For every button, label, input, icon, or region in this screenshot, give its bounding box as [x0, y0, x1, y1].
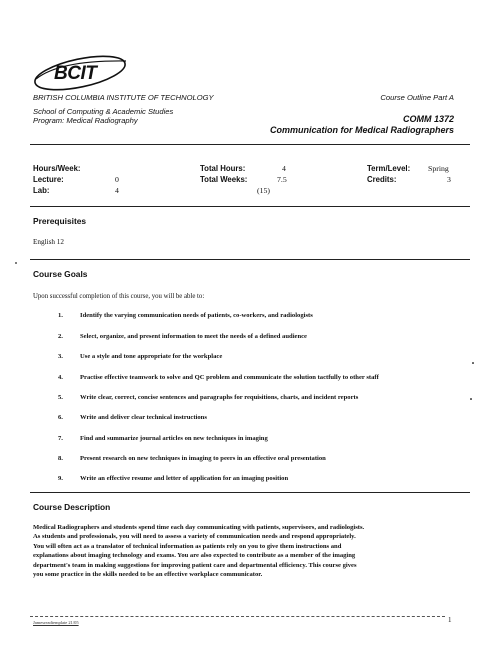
- lecture-label: Lecture:: [33, 175, 64, 184]
- goal-text: Practise effective teamwork to solve and QC problem and communicate the solution tactfully to other staff: [80, 374, 379, 381]
- goal-number: 2.: [58, 333, 63, 340]
- goal-item: [0, 333, 500, 345]
- lab-value: 4: [115, 186, 119, 195]
- description-title: Course Description: [33, 502, 111, 512]
- goal-number: 3.: [58, 353, 63, 360]
- prereq-divider: [30, 259, 470, 260]
- goal-item: [0, 312, 500, 324]
- goals-divider: [30, 492, 470, 493]
- bcit-logo: [30, 52, 138, 94]
- term-label: Term/Level:: [367, 164, 411, 173]
- goal-number: 5.: [58, 394, 63, 401]
- prerequisites-title: Prerequisites: [33, 216, 87, 226]
- goal-number: 1.: [58, 312, 63, 319]
- goal-number: 4.: [58, 374, 63, 381]
- lab-label: Lab:: [33, 186, 50, 195]
- hours-week-label: Hours/Week:: [33, 164, 81, 173]
- goal-number: 9.: [58, 475, 63, 482]
- bcit-logo-graphic: [30, 52, 138, 94]
- goal-text: Write and deliver clear technical instructions: [80, 414, 207, 421]
- goal-text: Use a style and tone appropriate for the workplace: [80, 353, 223, 360]
- goal-item: [0, 353, 500, 365]
- goal-item: [0, 455, 500, 467]
- credits-value: 3: [447, 175, 451, 184]
- goal-number: 6.: [58, 414, 63, 421]
- goal-text: Write clear, correct, concise sentences and paragraphs for requisitions, charts, and incident reports: [80, 394, 359, 401]
- total-weeks-value: 7.5: [277, 175, 287, 184]
- term-value: Spring: [428, 164, 449, 173]
- credits-label: Credits:: [367, 175, 397, 184]
- goal-item: [0, 374, 500, 386]
- goal-item: [0, 394, 500, 406]
- goal-text: Write an effective resume and letter of application for an imaging position: [80, 475, 289, 482]
- description-body: [33, 523, 458, 579]
- goal-number: 8.: [58, 455, 63, 462]
- lecture-value: 0: [115, 175, 119, 184]
- description-line: You will often act as a translator of technical information as patients rely on you to give them instructions and: [33, 542, 342, 550]
- description-line: explanations about imaging technology and exams. You are also expected to contribute as a member of the imaging: [33, 552, 356, 560]
- course-code: COMM 1372: [402, 114, 454, 124]
- course-title: Communication for Medical Radiographers: [269, 125, 454, 135]
- logo-text: BCIT: [54, 63, 97, 84]
- goal-text: Select, organize, and present information to meet the needs of a defined audience: [80, 333, 307, 340]
- goals-intro: Upon successful completion of this course, you will be able to:: [33, 293, 205, 300]
- goal-item: [0, 475, 500, 487]
- description-line: you some practice in the skills needed to be an effective workplace communicator.: [33, 571, 263, 579]
- header-divider: [30, 144, 470, 145]
- school-name: School of Computing & Academic Studies: [33, 107, 174, 116]
- footer-template-note: Jamesreadtemplate 21/05: [33, 620, 79, 625]
- goal-item: [0, 414, 500, 426]
- goal-number: 7.: [58, 435, 63, 442]
- total-weeks-label: Total Weeks:: [200, 175, 248, 184]
- prerequisites-text: English 12: [33, 238, 64, 246]
- footer-divider: [30, 616, 445, 617]
- total-weeks-extra: (15): [257, 186, 270, 195]
- page-number: 1: [448, 616, 452, 624]
- total-hours-label: Total Hours:: [200, 164, 246, 173]
- description-line: Medical Radiographers and students spend time each day communicating with patients, supervisors, and radiologists.: [33, 524, 365, 531]
- goals-title: Course Goals: [33, 269, 88, 279]
- goal-text: Identify the varying communication needs of patients, co-workers, and radiologists: [80, 312, 313, 319]
- scan-speck: [470, 398, 472, 400]
- info-divider: [30, 206, 470, 207]
- goal-text: Present research on new techniques in imaging to peers in an effective oral presentation: [80, 455, 326, 462]
- scan-speck: [15, 262, 17, 264]
- scan-speck: [472, 362, 474, 364]
- program-name: Program: Medical Radiography: [33, 116, 138, 125]
- goal-text: Find and summarize journal articles on new techniques in imaging: [80, 435, 268, 442]
- description-line: As students and professionals, you will need to assess a variety of communication needs and respond appropriately.: [33, 533, 356, 541]
- outline-label: Course Outline Part A: [380, 93, 454, 102]
- goal-item: [0, 435, 500, 447]
- total-hours-value: 4: [282, 164, 286, 173]
- institution-name: BRITISH COLUMBIA INSTITUTE OF TECHNOLOGY: [33, 93, 214, 102]
- description-line: department's team in making suggestions for improving patient care and departmental efficiency. This course gives: [33, 561, 357, 569]
